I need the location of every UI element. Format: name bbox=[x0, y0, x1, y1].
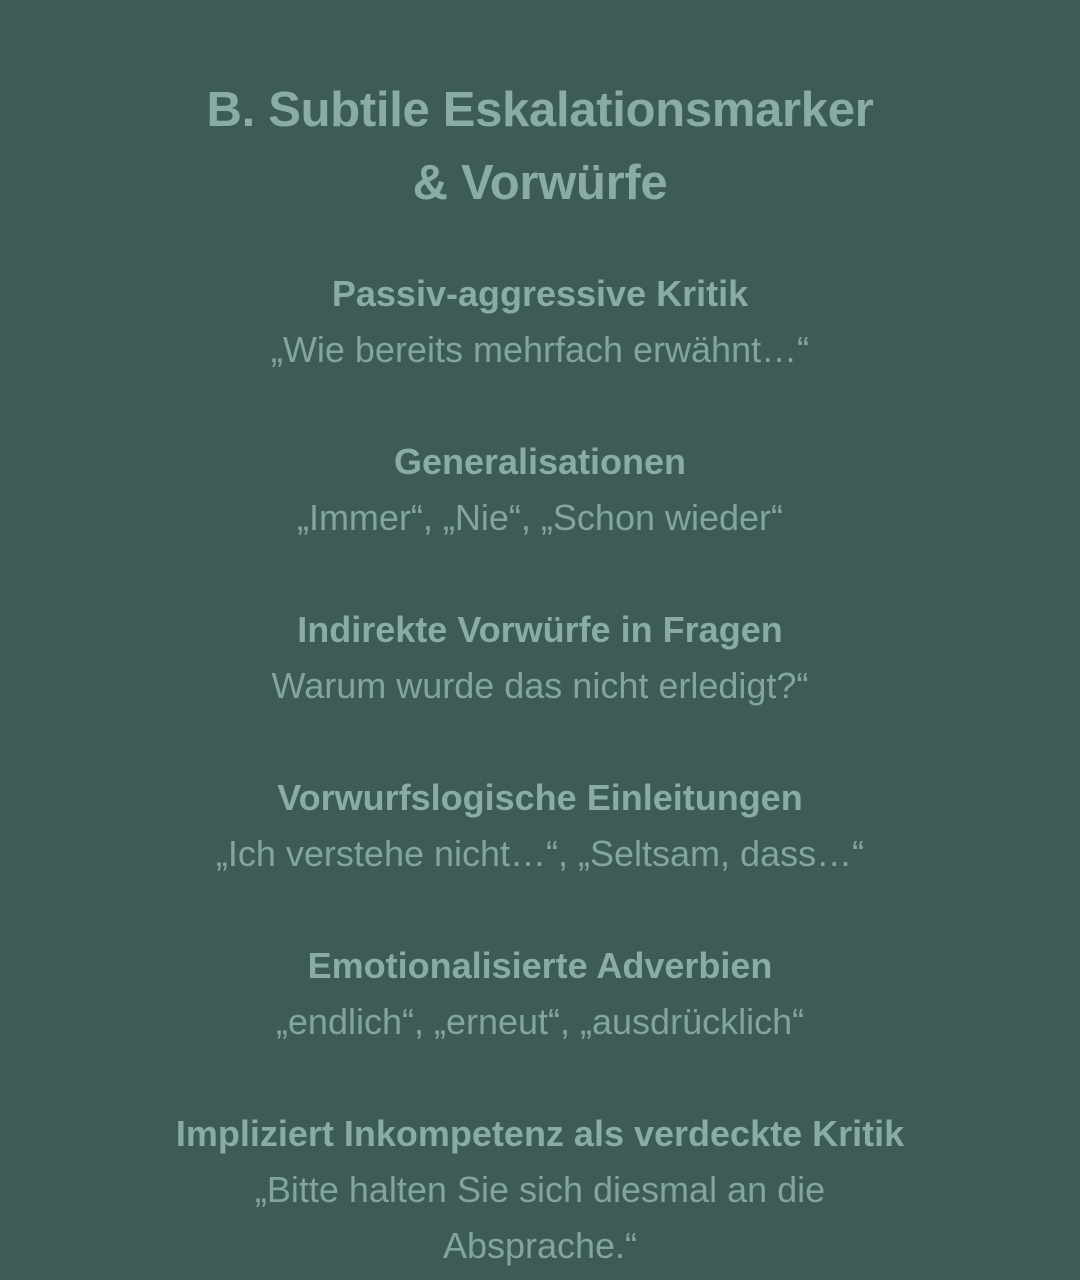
marker-list bbox=[0, 266, 1080, 1274]
list-item bbox=[60, 770, 1020, 882]
item-heading: Vorwurfslogische Einleitungen bbox=[277, 777, 803, 818]
list-item bbox=[60, 1106, 1020, 1274]
list-item bbox=[60, 434, 1020, 546]
item-example: „Wie bereits mehrfach erwähnt…“ bbox=[270, 329, 810, 370]
item-heading: Passiv-aggressive Kritik bbox=[331, 273, 749, 314]
item-example: „Immer“, „Nie“, „Schon wieder“ bbox=[296, 497, 784, 538]
item-heading: Indirekte Vorwürfe in Fragen bbox=[297, 609, 783, 650]
page-title-line-2: & Vorwürfe bbox=[412, 156, 668, 210]
page-title-line-1: B. Subtile Eskalationsmarker bbox=[206, 83, 874, 137]
page-title bbox=[90, 74, 990, 220]
item-heading: Impliziert Inkompetenz als verdeckte Kritik bbox=[175, 1113, 905, 1154]
item-example: „endlich“, „erneut“, „ausdrücklich“ bbox=[275, 1001, 805, 1042]
item-heading: Generalisationen bbox=[393, 441, 687, 482]
item-heading: Emotionalisierte Adverbien bbox=[307, 945, 773, 986]
item-example: „Ich verstehe nicht…“, „Seltsam, dass…“ bbox=[215, 833, 865, 874]
item-example: „Bitte halten Sie sich diesmal an die Absprache.“ bbox=[254, 1169, 826, 1266]
list-item bbox=[60, 938, 1020, 1050]
list-item bbox=[60, 602, 1020, 714]
item-example: Warum wurde das nicht erledigt?“ bbox=[271, 665, 809, 706]
list-item bbox=[60, 266, 1020, 378]
